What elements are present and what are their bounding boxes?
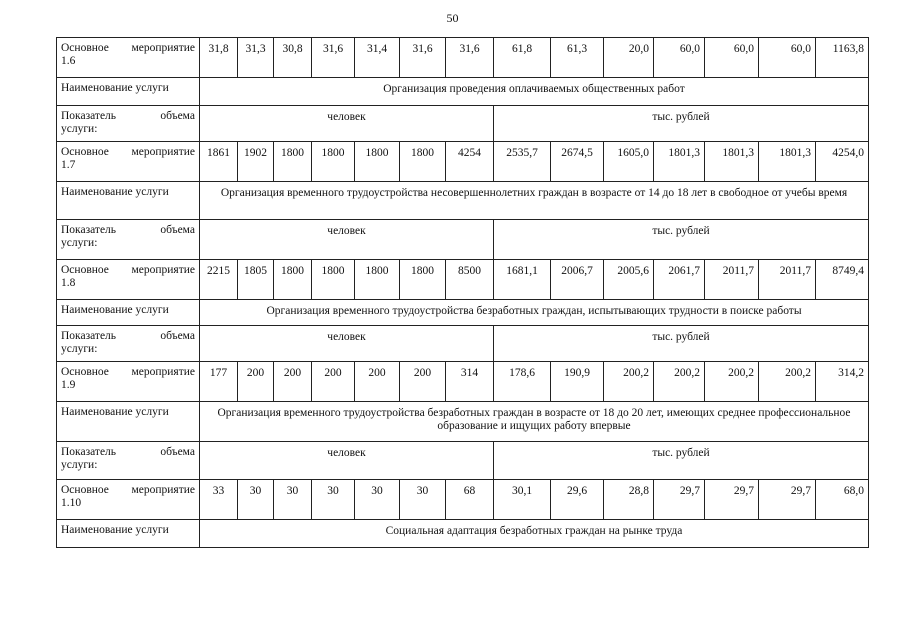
value-cell: 1801,3 <box>759 142 816 182</box>
value-cell: 1902 <box>238 142 274 182</box>
service-name-value: Социальная адаптация безработных граждан на рынке труда <box>200 520 869 548</box>
unit-money: тыс. рублей <box>494 220 869 260</box>
value-cell: 31,6 <box>400 38 446 78</box>
unit-people: человек <box>200 106 494 142</box>
service-name-label: Наименование услуги <box>57 520 200 548</box>
value-cell: 31,4 <box>355 38 400 78</box>
value-cell: 200 <box>312 362 355 402</box>
row-label-line2: 1.9 <box>61 379 76 391</box>
indicator-label-line2: услуги: <box>61 237 98 249</box>
table-row-measure-1-10 <box>57 480 869 520</box>
row-label-line2: 1.8 <box>61 277 76 289</box>
value-cell: 1800 <box>312 260 355 300</box>
service-name-label: Наименование услуги <box>57 300 200 326</box>
value-cell: 30 <box>238 480 274 520</box>
table-row-indicator <box>57 220 869 260</box>
service-name-label: Наименование услуги <box>57 182 200 220</box>
value-cell: 61,3 <box>551 38 604 78</box>
value-cell: 30 <box>400 480 446 520</box>
table-row-measure-1-8 <box>57 260 869 300</box>
value-cell: 200 <box>274 362 312 402</box>
value-cell: 314,2 <box>816 362 869 402</box>
indicator-label <box>57 220 200 260</box>
value-cell: 68,0 <box>816 480 869 520</box>
value-cell: 2011,7 <box>705 260 759 300</box>
unit-money: тыс. рублей <box>494 106 869 142</box>
unit-people: человек <box>200 326 494 362</box>
value-cell: 28,8 <box>604 480 654 520</box>
indicator-label-line1: Показатель объема <box>61 110 195 122</box>
indicator-label-line2: услуги: <box>61 343 98 355</box>
table-row-service-name <box>57 402 869 442</box>
value-cell: 200,2 <box>604 362 654 402</box>
unit-people: человек <box>200 442 494 480</box>
service-name-value: Организация проведения оплачиваемых общественных работ <box>200 78 869 106</box>
service-name-value: Организация временного трудоустройства безработных граждан в возрасте от 18 до 20 лет, имеющих среднее профессиональное образование и ищущих работу впервые <box>200 402 869 442</box>
table-row-service-name <box>57 78 869 106</box>
value-cell: 1800 <box>400 142 446 182</box>
table-row-indicator <box>57 326 869 362</box>
unit-money: тыс. рублей <box>494 326 869 362</box>
row-label <box>57 38 200 78</box>
value-cell: 29,7 <box>705 480 759 520</box>
indicator-label <box>57 442 200 480</box>
service-name-label: Наименование услуги <box>57 402 200 442</box>
unit-people: человек <box>200 220 494 260</box>
value-cell: 4254,0 <box>816 142 869 182</box>
value-cell: 30,1 <box>494 480 551 520</box>
value-cell: 2061,7 <box>654 260 705 300</box>
row-label-line1: Основное мероприятие <box>61 146 195 158</box>
table-row-measure-1-9 <box>57 362 869 402</box>
value-cell: 178,6 <box>494 362 551 402</box>
value-cell: 1801,3 <box>654 142 705 182</box>
value-cell: 1800 <box>312 142 355 182</box>
value-cell: 29,7 <box>759 480 816 520</box>
value-cell: 30 <box>355 480 400 520</box>
indicator-label-line1: Показатель объема <box>61 224 195 236</box>
value-cell: 68 <box>446 480 494 520</box>
value-cell: 200,2 <box>705 362 759 402</box>
value-cell: 177 <box>200 362 238 402</box>
value-cell: 4254 <box>446 142 494 182</box>
service-name-value: Организация временного трудоустройства безработных граждан, испытывающих трудности в поиске работы <box>200 300 869 326</box>
value-cell: 31,8 <box>200 38 238 78</box>
table-row-measure-1-6 <box>57 38 869 78</box>
page-number: 50 <box>446 11 459 25</box>
value-cell: 190,9 <box>551 362 604 402</box>
value-cell: 200 <box>238 362 274 402</box>
value-cell: 200 <box>400 362 446 402</box>
value-cell: 60,0 <box>705 38 759 78</box>
value-cell: 2011,7 <box>759 260 816 300</box>
value-cell: 8500 <box>446 260 494 300</box>
value-cell: 200,2 <box>654 362 705 402</box>
row-label-line1: Основное мероприятие <box>61 42 195 54</box>
row-label-line1: Основное мероприятие <box>61 484 195 496</box>
value-cell: 60,0 <box>759 38 816 78</box>
value-cell: 1861 <box>200 142 238 182</box>
row-label <box>57 260 200 300</box>
table-row-service-name <box>57 520 869 548</box>
service-name-value: Организация временного трудоустройства несовершеннолетних граждан в возрасте от 14 до 18 лет в свободное от учебы время <box>200 182 869 220</box>
value-cell: 31,6 <box>446 38 494 78</box>
row-label <box>57 362 200 402</box>
value-cell: 8749,4 <box>816 260 869 300</box>
value-cell: 31,6 <box>312 38 355 78</box>
table-row-indicator <box>57 106 869 142</box>
value-cell: 2535,7 <box>494 142 551 182</box>
indicator-label-line2: услуги: <box>61 459 98 471</box>
table-row-measure-1-7 <box>57 142 869 182</box>
value-cell: 1163,8 <box>816 38 869 78</box>
row-label-line1: Основное мероприятие <box>61 366 195 378</box>
value-cell: 29,6 <box>551 480 604 520</box>
value-cell: 2674,5 <box>551 142 604 182</box>
value-cell: 60,0 <box>654 38 705 78</box>
value-cell: 30,8 <box>274 38 312 78</box>
value-cell: 1605,0 <box>604 142 654 182</box>
value-cell: 200,2 <box>759 362 816 402</box>
value-cell: 1681,1 <box>494 260 551 300</box>
services-table <box>56 37 869 548</box>
value-cell: 30 <box>312 480 355 520</box>
value-cell: 1805 <box>238 260 274 300</box>
value-cell: 1800 <box>274 142 312 182</box>
indicator-label <box>57 326 200 362</box>
value-cell: 61,8 <box>494 38 551 78</box>
indicator-label-line1: Показатель объема <box>61 446 195 458</box>
value-cell: 1800 <box>274 260 312 300</box>
table-row-indicator <box>57 442 869 480</box>
row-label <box>57 142 200 182</box>
row-label <box>57 480 200 520</box>
row-label-line2: 1.10 <box>61 497 82 509</box>
value-cell: 1801,3 <box>705 142 759 182</box>
value-cell: 2005,6 <box>604 260 654 300</box>
value-cell: 1800 <box>355 142 400 182</box>
indicator-label-line1: Показатель объема <box>61 330 195 342</box>
table-row-service-name <box>57 182 869 220</box>
row-label-line2: 1.7 <box>61 159 76 171</box>
value-cell: 314 <box>446 362 494 402</box>
value-cell: 30 <box>274 480 312 520</box>
row-label-line1: Основное мероприятие <box>61 264 195 276</box>
value-cell: 20,0 <box>604 38 654 78</box>
unit-money: тыс. рублей <box>494 442 869 480</box>
value-cell: 200 <box>355 362 400 402</box>
table-row-service-name <box>57 300 869 326</box>
value-cell: 2215 <box>200 260 238 300</box>
service-name-label: Наименование услуги <box>57 78 200 106</box>
value-cell: 29,7 <box>654 480 705 520</box>
indicator-label-line2: услуги: <box>61 123 98 135</box>
value-cell: 31,3 <box>238 38 274 78</box>
indicator-label <box>57 106 200 142</box>
value-cell: 1800 <box>355 260 400 300</box>
value-cell: 33 <box>200 480 238 520</box>
value-cell: 1800 <box>400 260 446 300</box>
row-label-line2: 1.6 <box>61 55 76 67</box>
value-cell: 2006,7 <box>551 260 604 300</box>
